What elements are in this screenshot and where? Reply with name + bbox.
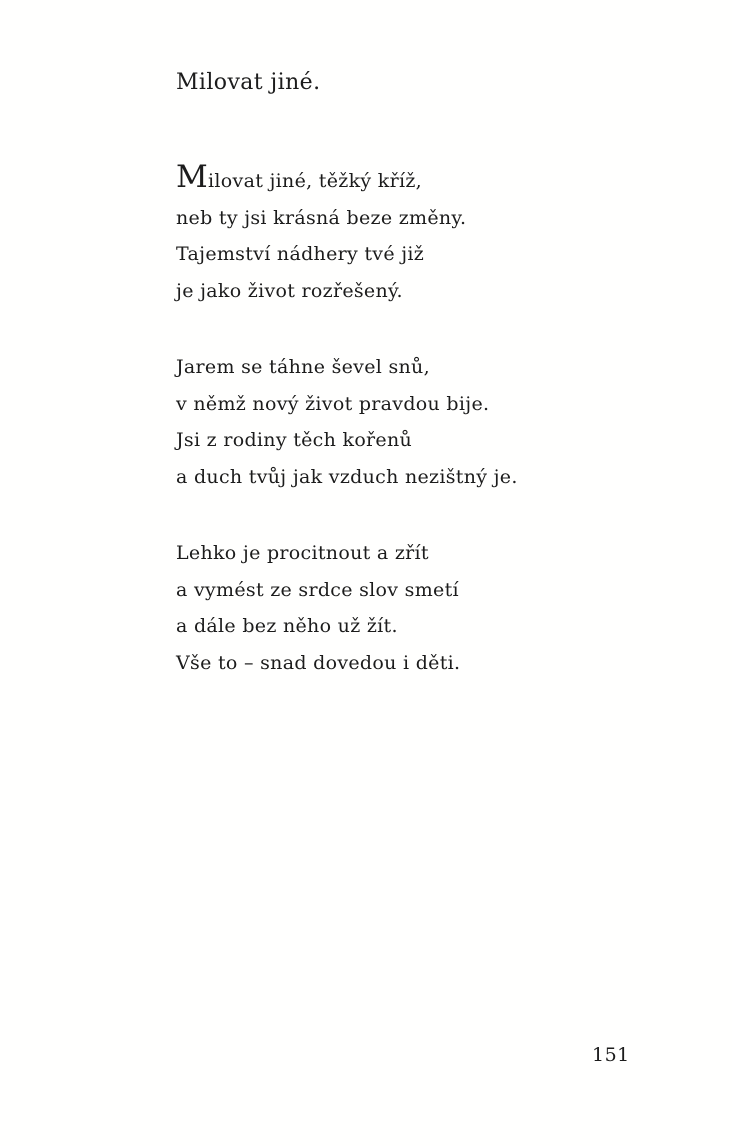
poem-body [176,159,682,681]
poem-line: v němž nový život pravdou bije. [176,392,490,415]
poem-line: a vymést ze srdce slov smetí [176,578,459,601]
poem-line: Vše to – snad dovedou i děti. [176,651,461,674]
poem-line: Jarem se táhne ševel snů, [176,356,430,378]
poem-line [176,159,682,200]
page-number: 151 [592,1044,630,1066]
stanza-2 [176,349,682,495]
poem-line: je jako život rozřešený. [176,279,403,302]
stanza-3 [176,535,682,681]
poem-title: Milovat jiné. [176,70,321,95]
page-content [176,70,682,681]
poem-line: neb ty jsi krásná beze změny. [176,206,467,229]
drop-cap-initial: M [176,159,209,195]
poem-line: Jsi z rodiny těch kořenů [176,429,413,451]
poem-line: Tajemství nádhery tvé již [176,243,425,265]
poem-line-text: ilovat jiné, těžký kříž, [208,170,423,192]
poem-line: a duch tvůj jak vzduch nezištný je. [176,465,518,488]
poem-line: a dále bez něho už žít. [176,615,398,637]
poem-line: Lehko je procitnout a zřít [176,542,429,564]
stanza-1 [176,159,682,309]
